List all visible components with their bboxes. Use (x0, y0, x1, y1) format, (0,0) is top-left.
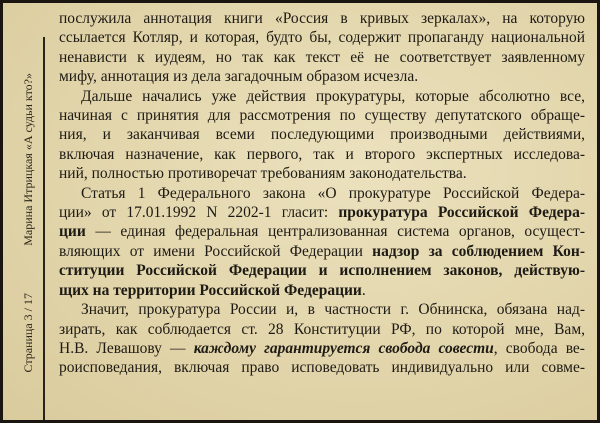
bold-text: ции (59, 223, 86, 241)
text-line: ции» от 17.01.1992 N 2202-1 гласит: прокуратура Российской Федера- (59, 204, 585, 222)
bold-text: надзор за соблюдением Кон- (372, 242, 585, 260)
bold-italic-text: каждому гарантируется свобода совести (193, 339, 494, 357)
text-line: Значит, прокуратура России и, в частности г. Обнинска, обязана над- (81, 301, 585, 319)
text-line: включая назначение, как первого, так и второго экспертных исследова- (59, 145, 585, 163)
text-line: щих на территории Российской Федерации. (59, 281, 366, 299)
text-line: ния, и заканчивая всеми последующими производными действиями, (59, 126, 585, 144)
text-line: мифу, аннотация из дела загадочным образом исчезла. (59, 68, 419, 86)
paragraph (59, 87, 585, 184)
text-line: послужила аннотация книги «Россия в кривых зеркалах», на которую (59, 10, 585, 27)
text-line: Дальше начались уже действия прокуратуры, которые абсолютно все, (81, 87, 585, 105)
text-line: роисповедания, включая право исповедовать индивидуально или совме- (59, 359, 585, 377)
running-header-author-title: Марина Итрицкая «А судьи кто?» (21, 73, 35, 246)
text-line: Н.В. Левашову — каждому гарантируется свобода совести, свобода ве- (59, 339, 585, 357)
text-line: Статья 1 Федерального закона «О прокуратуре Российской Федера- (81, 184, 585, 202)
paragraph (59, 300, 585, 378)
document-page (3, 3, 597, 420)
text-line: ссылается Котляр, и которая, будто бы, содержит пропаганду национальной (59, 29, 585, 47)
page-number: Страница 3 / 17 (21, 293, 35, 373)
text-line: ний, полностью противоречат требованиям законодательства. (59, 165, 467, 183)
text-line: начиная с принятия для рассмотрения по существу депутатского обраще- (59, 107, 585, 125)
text-line (59, 261, 585, 280)
bold-text: щих на территории Российской Федерации (59, 281, 362, 299)
paragraph (59, 184, 585, 300)
body-text (59, 9, 585, 378)
text-line: зирать, как соблюдается ст. 28 Конституции РФ, по которой мне, Вам, (59, 320, 585, 338)
sidebar-divider (43, 37, 45, 420)
page-sidebar (21, 43, 43, 413)
paragraph (59, 9, 585, 87)
bold-text: ституции Российской Федерации и исполнением законов, действую- (59, 262, 585, 280)
text-line: вляющих от имени Российской Федерации надзор за соблюдением Кон- (59, 242, 585, 260)
text-line: ненависти к иудеям, но так как текст её не соответствует заявленному (59, 48, 585, 66)
bold-text: прокуратура Российской Федера- (338, 204, 585, 222)
text-line: ции — единая федеральная централизованная система органов, осущест- (59, 223, 585, 241)
